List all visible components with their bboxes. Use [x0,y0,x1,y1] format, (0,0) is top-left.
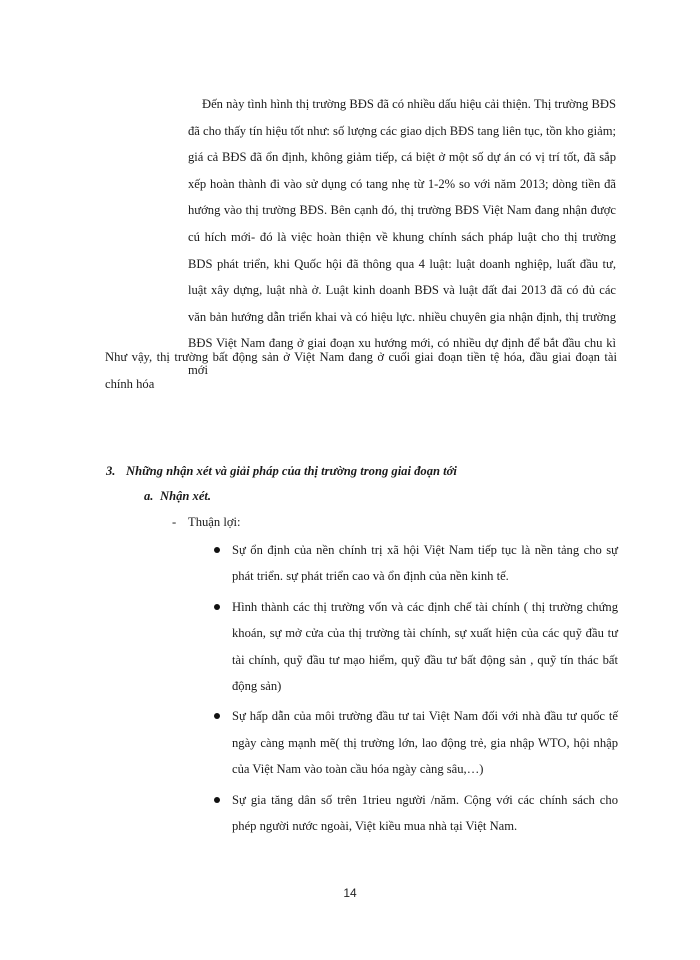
subsection-title: Nhận xét. [160,489,212,503]
advantages-heading [172,515,240,530]
list-item-text: Sự hấp dẫn của môi trường đầu tư tai Việt Nam đối với nhà đầu tư quốc tế ngày càng mạnh mẽ( thị trường lớn, lao động trẻ, gia nhập WTO, hội nhập của Việt Nam vào toàn cầu hóa ngày càng sâu,…) [232,709,618,777]
list-item-text: Hình thành các thị trường vốn và các định chế tài chính ( thị trường chứng khoán, sự mở cửa của thị trường tài chính, sự xuất hiện của các quỹ đầu tư tài chính, quỹ đầu tư mạo hiểm, quỹ đầu tư bất động sản , quỹ tín thác bất động sản) [232,599,618,694]
subsection-number: a. [144,489,154,503]
list-item [214,787,618,840]
page-number: 14 [343,886,357,900]
bullet-icon [214,547,220,553]
section-number: 3. [106,464,116,478]
advantages-list [214,537,618,843]
section-title: Những nhận xét và giải pháp của thị trường trong giai đoạn tới [126,464,457,478]
bullet-icon [214,604,220,610]
subsection-heading [144,489,211,504]
intro-paragraph-text: Đến này tình hình thị trường BĐS đã có nhiều dấu hiệu cải thiện. Thị trường BĐS đã cho thấy tín hiệu tốt như: số lượng các giao dịch BĐS tang liên tục, tồn kho giảm; giá cả BĐS đã ổn định, không giảm tiếp, cá biệt ở một số dự án có vị trí tốt, đã sắp xếp hoàn thành đi vào sử dụng có tang nhẹ từ 1-2% so với năm 2013; dòng tiền đã hướng vào thị trường BĐS. Bên cạnh đó, thị trường BĐS Việt Nam đang nhận được cú hích mới- đó là việc hoàn thiện về khung chính sách pháp luật cho thị trường BDS phát triển, khi Quốc hội đã thông qua 4 luật: luật doanh nghiệp, luất đầu tư, luật xây dựng, luật nhà ở. Luật kinh doanh BĐS và luật đất đai 2013 đã có đủ các văn bản hướng dẫn triển khai và có hiệu lực. nhiều chuyên gia nhận định, thị trường BĐS Việt Nam đang ở giai đoạn xu hướng mới, có nhiều dự định để bắt đầu chu kì mới [188,97,616,377]
dash-marker: - [172,515,177,529]
list-item-text: Sự gia tăng dân số trên 1trieu người /năm. Cộng với các chính sách cho phép người nước ngoài, Việt kiều mua nhà tại Việt Nam. [232,792,618,834]
list-item-text: Sự ổn định của nền chính trị xã hội Việt Nam tiếp tục là nền tảng cho sự phát triển. sự phát triển cao và ổn định của nền kinh tế. [232,543,618,584]
summary-paragraph: Như vậy, thị trường bất động sản ở Việt Nam đang ở cuối giai đoạn tiền tệ hóa, đầu giai đoạn tài chính hóa [105,350,617,391]
bullet-icon [214,797,220,803]
list-item [214,537,618,590]
list-item [214,594,618,700]
intro-paragraph [188,91,616,384]
advantages-label: Thuận lợi: [188,515,241,529]
section-heading [106,464,606,479]
bullet-icon [214,713,220,719]
list-item [214,703,618,782]
